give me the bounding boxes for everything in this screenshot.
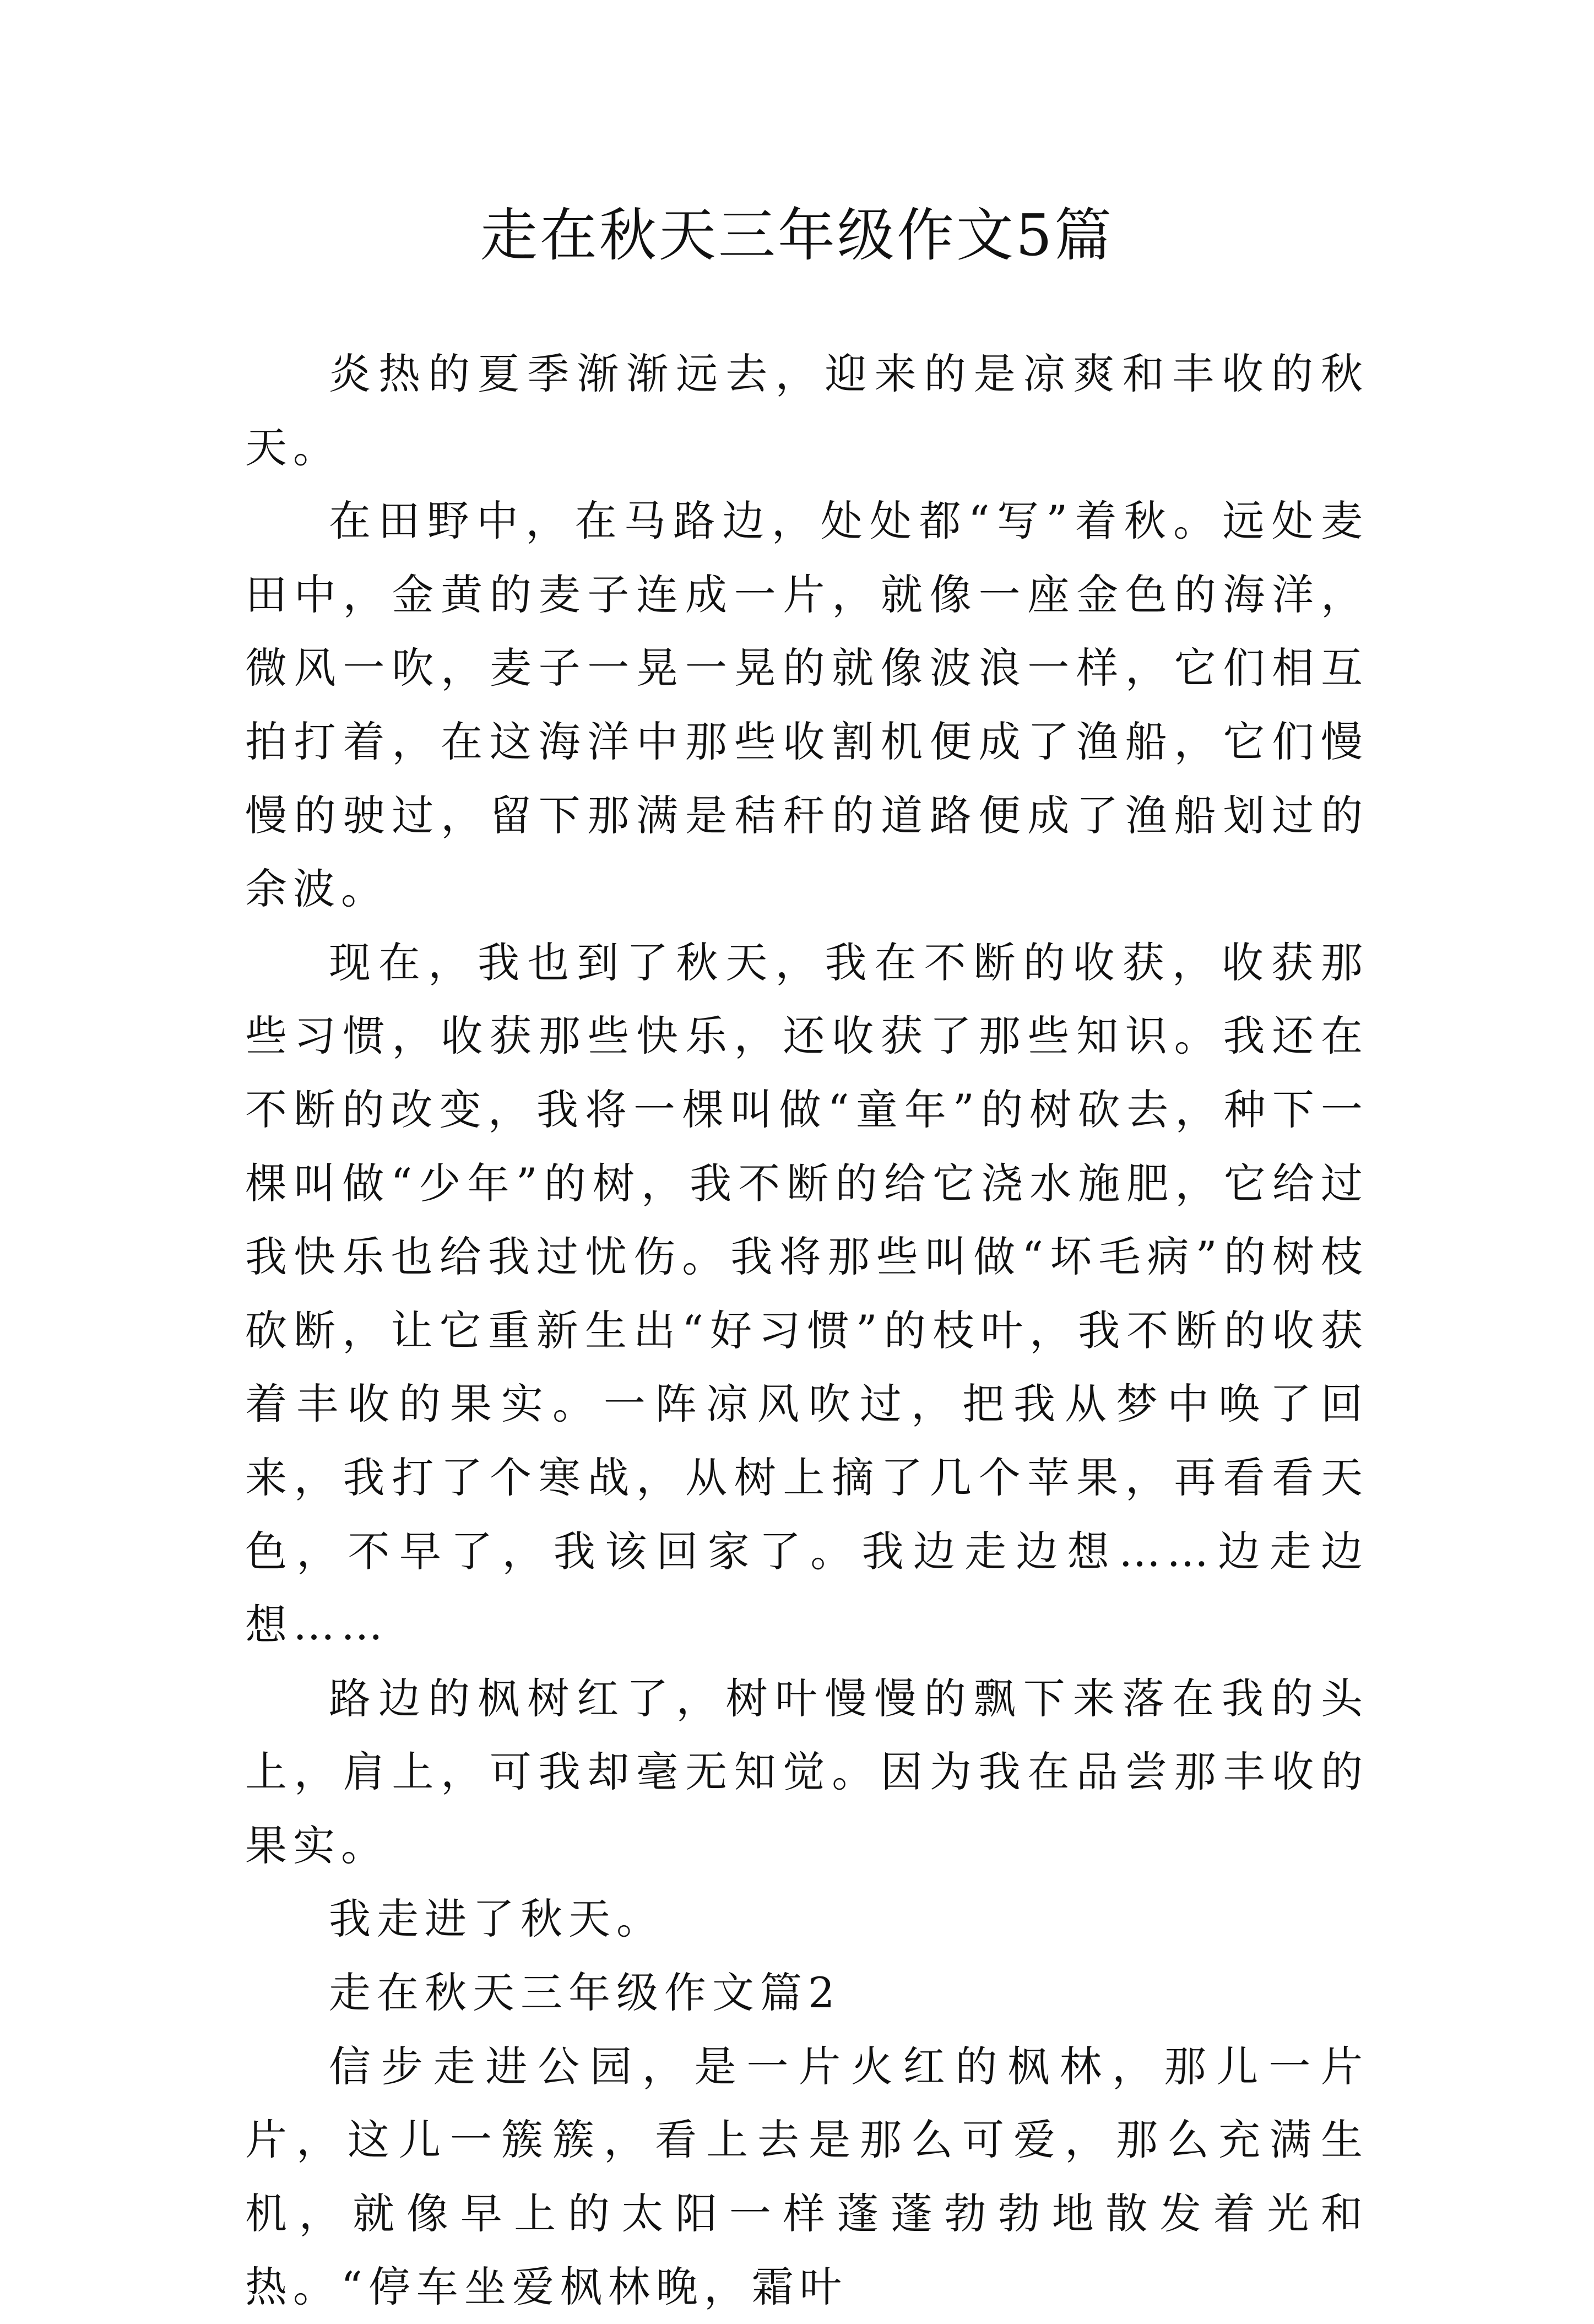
- paragraph: 路边的枫树红了，树叶慢慢的飘下来落在我的头上，肩上，可我却毫无知觉。因为我在品尝那丰收的果实。: [245, 1673, 1369, 1870]
- paragraph: 我走进了秋天。: [329, 1894, 664, 1944]
- section-heading: 走在秋天三年级作文篇2: [329, 1968, 841, 2018]
- paragraph: 炎热的夏季渐渐远去，迎来的是凉爽和丰收的秋天。: [245, 349, 1369, 472]
- document-title: 走在秋天三年级作文5篇: [480, 202, 1114, 269]
- paragraph: 现在，我也到了秋天，我在不断的收获，收获那些习惯，收获那些快乐，还收获了那些知识。我还在不断的改变，我将一棵叫做“童年”的树砍去，种下一棵叫做“少年”的树，我不断的给它浇水施肥，它给过我快乐也给我过忧伤。我将那些叫做“坏毛病”的树枝砍断，让它重新生出“好习惯”的枝叶，我不断的收获着丰收的果实。一阵凉风吹过，把我从梦中唤了回来，我打了个寒战，从树上摘了几个苹果，再看看天色，不早了，我该回家了。我边走边想……边走边想……: [245, 938, 1369, 1650]
- paragraph: 在田野中，在马路边，处处都“写”着秋。远处麦田中，金黄的麦子连成一片，就像一座金色的海洋，微风一吹，麦子一晃一晃的就像波浪一样，它们相互拍打着，在这海洋中那些收割机便成了渔船，它们慢慢的驶过，留下那满是秸秆的道路便成了渔船划过的余波。: [245, 496, 1369, 914]
- document-body: [245, 337, 1369, 2324]
- paragraph: 信步走进公园，是一片火红的枫林，那儿一片片，这儿一簇簇，看上去是那么可爱，那么充满生机，就像早上的太阳一样蓬蓬勃勃地散发着光和热。“停车坐爱枫林晚，霜叶: [245, 2041, 1369, 2312]
